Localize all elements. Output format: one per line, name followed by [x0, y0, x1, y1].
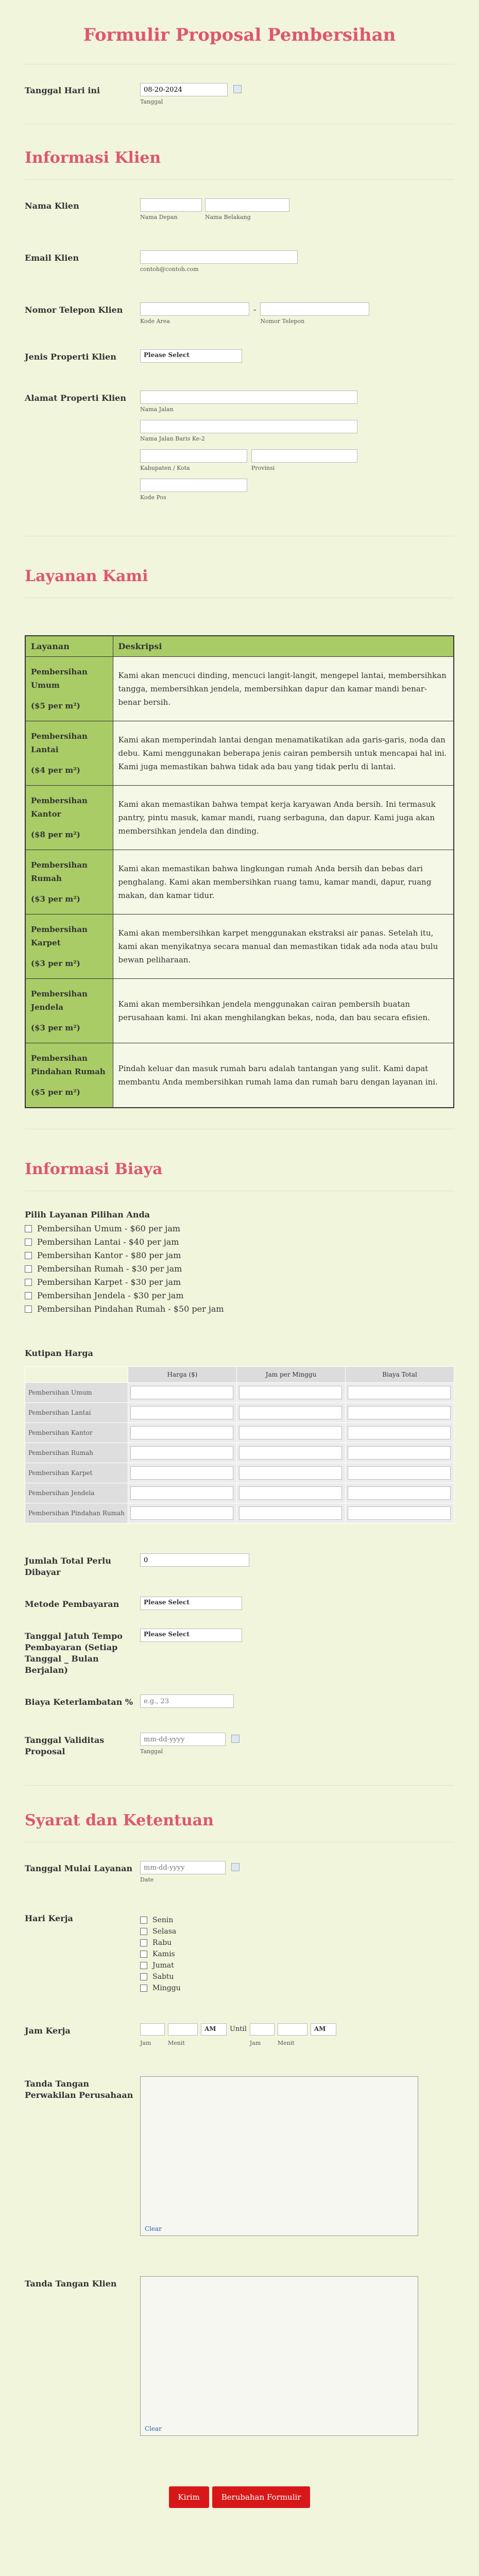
service-option-label: Pembersihan Karpet - $30 per jam — [37, 1277, 181, 1287]
checkbox[interactable] — [140, 1985, 147, 1992]
work-day-option[interactable] — [140, 1950, 454, 1958]
service-name: Pembersihan Pindahan Rumah — [31, 1054, 106, 1076]
phone-sublabel: Nomor Telepon — [260, 318, 305, 325]
start-hour-sublabel: Jam — [140, 2040, 151, 2046]
price-quote-label: Kutipan Harga — [25, 1348, 93, 1358]
service-option[interactable] — [25, 1237, 454, 1247]
hours-input[interactable] — [239, 1426, 342, 1439]
end-hour-sublabel: Jam — [249, 2040, 261, 2046]
service-description: Kami akan memperindah lantai dengan menamatikatikan ada garis-garis, noda dan debu. Kami menggunakan beberapa jenis cairan pembersih untuk mencapai hal ini. Kami juga memastikan bahwa tidak ada bau yang tidak perlu di lantai. — [113, 721, 454, 786]
quote-row-label: Pembersihan Jendela — [25, 1483, 128, 1503]
service-option[interactable] — [25, 1304, 454, 1314]
rep-signature-clear-link[interactable]: Clear — [145, 2225, 162, 2232]
street2-sublabel: Nama Jalan Baris Ke-2 — [140, 435, 206, 442]
start-hour-select[interactable] — [140, 2023, 165, 2036]
rep-signature-pad[interactable] — [140, 2076, 418, 2236]
validity-label: Tanggal Validitas Proposal — [25, 1735, 105, 1756]
area-code-input[interactable] — [140, 302, 249, 316]
work-day-option[interactable] — [140, 1939, 454, 1947]
work-day-label: Selasa — [152, 1927, 177, 1936]
total-cost-input[interactable] — [348, 1386, 451, 1399]
quote-row — [25, 1383, 454, 1403]
services-row — [25, 657, 454, 721]
total-cost-input[interactable] — [348, 1466, 451, 1480]
work-day-option[interactable] — [140, 1984, 454, 1992]
checkbox[interactable] — [140, 1962, 147, 1969]
checkbox[interactable] — [140, 1939, 147, 1946]
street2-input[interactable] — [140, 420, 357, 433]
service-description: Kami akan membersihkan jendela menggunakan cairan pembersih buatan perusahaan kami. Ini akan menghilangkan bekas, noda, dan bau secara efisien. — [113, 979, 454, 1043]
checkbox[interactable] — [140, 1973, 147, 1980]
late-fee-input[interactable] — [140, 1694, 234, 1708]
service-name: Pembersihan Kantor — [31, 796, 88, 819]
start-date-sublabel: Date — [140, 1876, 154, 1883]
services-section-title: Layanan Kami — [25, 567, 148, 585]
services-col-service: Layanan — [25, 636, 113, 657]
validity-sublabel: Tanggal — [140, 1748, 163, 1755]
rep-signature-label: Tanda Tangan Perwakilan Perusahaan — [25, 2079, 133, 2100]
postal-sublabel: Kode Pos — [140, 494, 166, 501]
checkbox[interactable] — [25, 1239, 32, 1246]
client-signature-label: Tanda Tangan Klien — [25, 2279, 117, 2289]
client-email-label: Email Klien — [25, 253, 79, 263]
end-minute-select[interactable] — [278, 2023, 307, 2036]
area-code-sublabel: Kode Area — [140, 318, 170, 325]
work-day-option[interactable] — [140, 1927, 454, 1936]
service-description: Kami akan mencuci dinding, mencuci langit-langit, mengepel lantai, membersihkan tangga, membersihkan jendela, membersihkan dapur dan kamar mandi benar-benar bersih. — [113, 657, 454, 721]
service-options — [25, 1224, 454, 1314]
hours-input[interactable] — [239, 1466, 342, 1480]
quote-row — [25, 1443, 454, 1463]
work-day-option[interactable] — [140, 1973, 454, 1981]
total-cost-input[interactable] — [348, 1406, 451, 1419]
hours-input[interactable] — [239, 1506, 342, 1520]
quote-col-price: Harga ($) — [128, 1367, 237, 1383]
service-price: ($8 per m²) — [31, 830, 80, 839]
quote-row — [25, 1503, 454, 1523]
quote-row — [25, 1403, 454, 1423]
client-signature-pad[interactable] — [140, 2276, 418, 2436]
city-sublabel: Kabupaten / Kota — [140, 465, 190, 471]
form-title: Formulir Proposal Pembersihan — [83, 25, 396, 45]
client-name-label: Nama Klien — [25, 201, 79, 211]
checkbox[interactable] — [25, 1225, 32, 1232]
client-signature-clear-link[interactable]: Clear — [145, 2425, 162, 2432]
work-day-option[interactable] — [140, 1916, 454, 1924]
choose-service-label: Pilih Layanan Pilihan Anda — [25, 1210, 150, 1219]
services-row — [25, 786, 454, 850]
work-day-label: Kamis — [152, 1950, 175, 1958]
total-label: Jumlah Total Perlu Dibayar — [25, 1556, 111, 1577]
quote-row-label: Pembersihan Kantor — [25, 1423, 128, 1443]
checkbox[interactable] — [140, 1917, 147, 1924]
quote-col-hours: Jam per Minggu — [237, 1367, 346, 1383]
start-minute-select[interactable] — [168, 2023, 198, 2036]
total-cost-input[interactable] — [348, 1486, 451, 1500]
due-date-label: Tanggal Jatuh Tempo Pembayaran (Setiap Tanggal _ Bulan Berjalan) — [25, 1631, 123, 1675]
price-input[interactable] — [130, 1426, 233, 1439]
quote-col-total: Biaya Total — [346, 1367, 454, 1383]
payment-method-label: Metode Pembayaran — [25, 1599, 119, 1609]
service-description: Kami akan memastikan bahwa tempat kerja karyawan Anda bersih. Ini termasuk pantry, pintu masuk, kamar mandi, ruang serbaguna, dan dapur. Kami juga akan membersihkan jendela dan dinding. — [113, 786, 454, 850]
due-date-select[interactable]: Please Select — [140, 1629, 242, 1642]
service-option-label: Pembersihan Lantai - $40 per jam — [37, 1237, 179, 1247]
hours-input[interactable] — [239, 1386, 342, 1399]
end-minute-sublabel: Menit — [277, 2040, 295, 2046]
terms-section-title: Syarat dan Ketentuan — [25, 1811, 214, 1829]
last-name-input[interactable] — [205, 198, 289, 212]
service-price: ($3 per m²) — [31, 1023, 80, 1032]
quote-row — [25, 1463, 454, 1483]
start-ampm-select[interactable]: AM — [201, 2023, 227, 2036]
first-name-sublabel: Nama Depan — [140, 214, 178, 221]
price-input[interactable] — [130, 1406, 233, 1419]
service-description: Kami akan membersihkan karpet menggunakan ekstraksi air panas. Setelah itu, kami akan menyikatnya secara manual dan memastikan tidak ada noda atau bulu bewan peliharaan. — [113, 914, 454, 979]
calendar-icon[interactable] — [231, 1863, 239, 1871]
calendar-icon[interactable] — [233, 85, 242, 93]
service-name-cell — [25, 657, 113, 721]
payment-method-select[interactable]: Please Select — [140, 1597, 242, 1610]
work-day-label: Minggu — [152, 1984, 181, 1992]
service-name: Pembersihan Karpet — [31, 925, 88, 947]
edit-form-button[interactable]: Berubahan Formulir — [212, 2486, 311, 2508]
checkbox[interactable] — [25, 1265, 32, 1273]
work-day-label: Sabtu — [152, 1973, 174, 1981]
checkbox[interactable] — [140, 1951, 147, 1958]
quote-row-label: Pembersihan Karpet — [25, 1463, 128, 1483]
end-hour-select[interactable] — [250, 2023, 275, 2036]
price-input[interactable] — [130, 1486, 233, 1500]
work-day-label: Jumat — [152, 1961, 174, 1970]
start-minute-sublabel: Menit — [168, 2040, 185, 2046]
services-row — [25, 914, 454, 979]
checkbox[interactable] — [25, 1306, 32, 1313]
services-row — [25, 1043, 454, 1108]
service-option[interactable] — [25, 1264, 454, 1274]
service-name: Pembersihan Lantai — [31, 732, 88, 754]
calendar-icon[interactable] — [231, 1735, 239, 1743]
total-input[interactable] — [140, 1553, 249, 1567]
start-date-label: Tanggal Mulai Layanan — [25, 1863, 133, 1873]
late-fee-label: Biaya Keterlambatan % — [25, 1697, 133, 1707]
date-sublabel: Tanggal — [140, 98, 163, 105]
service-name: Pembersihan Umum — [31, 667, 88, 690]
work-days-label: Hari Kerja — [25, 1913, 73, 1923]
province-sublabel: Provinsi — [251, 465, 275, 471]
price-quote-table — [25, 1366, 454, 1523]
service-price: ($5 per m²) — [31, 1088, 80, 1097]
service-name: Pembersihan Rumah — [31, 860, 88, 883]
service-name-cell — [25, 850, 113, 914]
services-col-desc: Deskripsi — [113, 636, 454, 657]
work-day-label: Rabu — [152, 1939, 172, 1947]
phone-input[interactable] — [260, 302, 369, 316]
postal-input[interactable] — [140, 479, 247, 492]
work-day-option[interactable] — [140, 1961, 454, 1970]
start-date-input[interactable] — [140, 1861, 226, 1874]
first-name-input[interactable] — [140, 198, 202, 212]
checkbox[interactable] — [25, 1279, 32, 1286]
hours-input[interactable] — [239, 1446, 342, 1460]
service-option[interactable] — [25, 1224, 454, 1233]
service-option-label: Pembersihan Rumah - $30 per jam — [37, 1264, 182, 1274]
work-day-label: Senin — [152, 1916, 174, 1924]
total-cost-input[interactable] — [348, 1426, 451, 1439]
work-hours-label: Jam Kerja — [25, 2026, 71, 2036]
date-label: Tanggal Hari ini — [25, 86, 100, 95]
quote-row — [25, 1423, 454, 1443]
service-name: Pembersihan Jendela — [31, 989, 88, 1012]
service-option-label: Pembersihan Pindahan Rumah - $50 per jam — [37, 1304, 224, 1314]
service-description: Pindah keluar dan masuk rumah baru adalah tantangan yang sulit. Kami dapat membantu Anda membersihkan rumah lama dan rumah baru dengan layanan ini. — [113, 1043, 454, 1108]
address-label: Alamat Properti Klien — [25, 393, 126, 403]
street-sublabel: Nama Jalan — [140, 406, 174, 413]
checkbox[interactable] — [25, 1292, 32, 1299]
province-input[interactable] — [251, 449, 357, 463]
service-option[interactable] — [25, 1291, 454, 1300]
client-section-title: Informasi Klien — [25, 149, 161, 167]
property-type-label: Jenis Properti Klien — [25, 352, 116, 362]
last-name-sublabel: Nama Belakang — [205, 214, 251, 221]
service-option-label: Pembersihan Kantor - $80 per jam — [37, 1250, 181, 1260]
billing-section-title: Informasi Biaya — [25, 1160, 163, 1178]
services-table — [25, 635, 454, 1108]
price-input[interactable] — [130, 1446, 233, 1460]
price-input[interactable] — [130, 1506, 233, 1520]
date-input[interactable] — [140, 83, 228, 96]
email-sublabel: contoh@contoh.com — [140, 266, 199, 273]
service-option[interactable] — [25, 1277, 454, 1287]
price-input[interactable] — [130, 1386, 233, 1399]
service-name-cell — [25, 1043, 113, 1108]
quote-row-label: Pembersihan Rumah — [25, 1443, 128, 1463]
submit-button[interactable]: Kirim — [169, 2486, 209, 2508]
service-name-cell — [25, 979, 113, 1043]
price-input[interactable] — [130, 1466, 233, 1480]
checkbox[interactable] — [140, 1928, 147, 1935]
service-price: ($3 per m²) — [31, 959, 80, 968]
service-option-label: Pembersihan Jendela - $30 per jam — [37, 1291, 184, 1300]
checkbox[interactable] — [25, 1252, 32, 1259]
service-description: Kami akan memastikan bahwa lingkungan rumah Anda bersih dan bebas dari penghalang. Kami akan membersihkan ruang tamu, kamar mandi, dapur, ruang makan, dan kamar tidur. — [113, 850, 454, 914]
hours-input[interactable] — [239, 1406, 342, 1419]
service-price: ($4 per m²) — [31, 766, 80, 775]
service-price: ($5 per m²) — [31, 701, 80, 710]
services-row — [25, 721, 454, 786]
service-name-cell — [25, 914, 113, 979]
service-option-label: Pembersihan Umum - $60 per jam — [37, 1224, 181, 1233]
total-cost-input[interactable] — [348, 1446, 451, 1460]
services-row — [25, 979, 454, 1043]
property-type-select[interactable]: Please Select — [140, 349, 242, 363]
services-row — [25, 850, 454, 914]
quote-row — [25, 1483, 454, 1503]
quote-row-label: Pembersihan Lantai — [25, 1403, 128, 1423]
city-input[interactable] — [140, 449, 247, 463]
service-name-cell — [25, 786, 113, 850]
quote-row-label: Pembersihan Umum — [25, 1383, 128, 1403]
hours-input[interactable] — [239, 1486, 342, 1500]
until-label: Until — [230, 2025, 247, 2033]
end-ampm-select[interactable]: AM — [311, 2023, 336, 2036]
total-cost-input[interactable] — [348, 1506, 451, 1520]
service-price: ($3 per m²) — [31, 894, 80, 904]
email-input[interactable] — [140, 250, 298, 264]
service-name-cell — [25, 721, 113, 786]
quote-row-label: Pembersihan Pindahan Rumah — [25, 1503, 128, 1523]
phone-dash: - — [253, 304, 256, 314]
street-input[interactable] — [140, 391, 357, 404]
client-phone-label: Nomor Telepon Klien — [25, 305, 123, 315]
validity-date-input[interactable] — [140, 1733, 226, 1746]
service-option[interactable] — [25, 1250, 454, 1260]
